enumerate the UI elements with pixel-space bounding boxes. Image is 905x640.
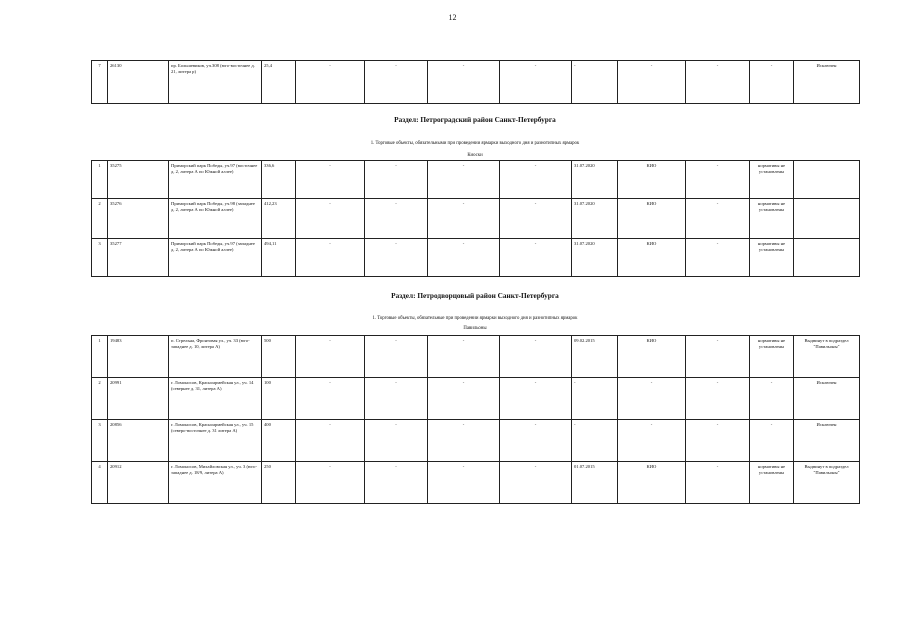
table-cell: нормативы не установлены bbox=[750, 161, 794, 199]
table-cell: пр. Большевиков, уч.308 (юго-восточнее д. 21, литера р) bbox=[169, 61, 262, 104]
table-row bbox=[92, 420, 860, 462]
table-cell: КИО bbox=[618, 239, 686, 277]
table-cell: 35275 bbox=[108, 161, 169, 199]
table-cell: 494,11 bbox=[262, 239, 296, 277]
table-cell: - bbox=[500, 161, 572, 199]
registry-table-petrodvortsovy bbox=[91, 335, 860, 504]
table-cell: - bbox=[296, 199, 365, 239]
table-row bbox=[92, 161, 860, 199]
table-cell: 25,4 bbox=[262, 61, 296, 104]
table-cell bbox=[794, 239, 860, 277]
section-subtitle-petrogradsky: 1. Торговые объекты, обязательными при проведении ярмарки выходного дня и разнотипных ярмарок bbox=[370, 141, 580, 146]
table-cell: - bbox=[296, 420, 365, 462]
table-cell: г. Ломоносов, Красноармейская ул., уч. 14 (севернее д. 31, литера А) bbox=[169, 378, 262, 420]
table-cell: - bbox=[686, 61, 750, 104]
table-cell: Исключен bbox=[794, 420, 860, 462]
table-cell: 20856 bbox=[108, 420, 169, 462]
table-cell: - bbox=[428, 199, 500, 239]
table-cell: нормативы не установлены bbox=[750, 199, 794, 239]
section-title-petrogradsky: Раздел: Петроградский район Санкт-Петербурга bbox=[394, 115, 556, 124]
table-cell: 3 bbox=[92, 420, 108, 462]
table-cell: 500 bbox=[262, 336, 296, 378]
table-cell: - bbox=[572, 378, 618, 420]
table-cell: - bbox=[686, 378, 750, 420]
table-cell: нормативы не установлены bbox=[750, 336, 794, 378]
table-cell: - bbox=[686, 462, 750, 504]
table-cell: 35276 bbox=[108, 199, 169, 239]
table-cell: - bbox=[365, 199, 428, 239]
table-cell bbox=[794, 161, 860, 199]
table-cell: - bbox=[296, 161, 365, 199]
table-cell: - bbox=[572, 420, 618, 462]
table-cell: Выдвинут в подраздел "Павильоны" bbox=[794, 462, 860, 504]
table-cell: 2 bbox=[92, 378, 108, 420]
table-cell: Исключен bbox=[794, 378, 860, 420]
table-cell: 20912 bbox=[108, 462, 169, 504]
table-cell: Исключен bbox=[794, 61, 860, 104]
table-cell: г. Ломоносов, Михайловская ул., уч. 3 (юго-западнее д. 18/9, литера А) bbox=[169, 462, 262, 504]
table-cell: 4 bbox=[92, 462, 108, 504]
table-cell: 3 bbox=[92, 239, 108, 277]
table-cell: - bbox=[500, 462, 572, 504]
table-cell: - bbox=[750, 420, 794, 462]
table-cell: - bbox=[686, 199, 750, 239]
table-cell: 1 bbox=[92, 336, 108, 378]
table-cell: - bbox=[428, 378, 500, 420]
table-cell: - bbox=[428, 161, 500, 199]
table-cell: - bbox=[750, 61, 794, 104]
table-cell: - bbox=[750, 378, 794, 420]
table-cell: - bbox=[428, 239, 500, 277]
table-cell: 31.07.2020 bbox=[572, 199, 618, 239]
table-cell: - bbox=[686, 161, 750, 199]
table-cell: 100 bbox=[262, 378, 296, 420]
table-cell: - bbox=[500, 420, 572, 462]
table-cell: - bbox=[365, 378, 428, 420]
table-cell: - bbox=[296, 462, 365, 504]
table-cell: 1 bbox=[92, 161, 108, 199]
table-cell: 412,23 bbox=[262, 199, 296, 239]
table-row bbox=[92, 199, 860, 239]
table-cell: - bbox=[365, 462, 428, 504]
table-cell: - bbox=[618, 378, 686, 420]
table-cell: 19483 bbox=[108, 336, 169, 378]
object-type-pavilions: Павильоны bbox=[463, 326, 487, 331]
table-cell: 20991 bbox=[108, 378, 169, 420]
table-cell: нормативы не установлены bbox=[750, 239, 794, 277]
table-cell: 7 bbox=[92, 61, 108, 104]
table-cell: 26130 bbox=[108, 61, 169, 104]
section-subtitle-petrodvortsovy: 1. Торговые объекты, обязательные при проведении ярмарки выходного дня и разнотипных ярмарок bbox=[372, 316, 578, 321]
table-cell bbox=[794, 199, 860, 239]
table-cell: КИО bbox=[618, 336, 686, 378]
table-cell: - bbox=[296, 61, 365, 104]
table-cell: - bbox=[365, 420, 428, 462]
table-cell: - bbox=[296, 239, 365, 277]
registry-table-petrogradsky bbox=[91, 160, 860, 277]
table-cell: Приморский парк Победы, уч.98 (западнее д. 2, литера А по Южной аллее) bbox=[169, 199, 262, 239]
table-cell: - bbox=[500, 199, 572, 239]
table-cell: Приморский парк Победы, уч.97 (западнее д. 2, литера А по Южной аллее) bbox=[169, 239, 262, 277]
table-cell: КИО bbox=[618, 199, 686, 239]
table-cell: 400 bbox=[262, 420, 296, 462]
table-cell: 250 bbox=[262, 462, 296, 504]
table-cell: 31.07.2020 bbox=[572, 161, 618, 199]
table-cell: - bbox=[428, 462, 500, 504]
table-row bbox=[92, 462, 860, 504]
table-row bbox=[92, 336, 860, 378]
table-cell: - bbox=[500, 336, 572, 378]
table-cell: Выдвинут в подраздел "Павильоны" bbox=[794, 336, 860, 378]
table-cell: - bbox=[500, 61, 572, 104]
table-cell: - bbox=[296, 378, 365, 420]
table-cell: г. Ломоносов, Красноармейская ул., уч. 15 (северо-восточнее д. 31 литера А) bbox=[169, 420, 262, 462]
table-cell: 336,6 bbox=[262, 161, 296, 199]
table-cell: - bbox=[686, 420, 750, 462]
table-cell: 01.07.2015 bbox=[572, 462, 618, 504]
table-cell: - bbox=[296, 336, 365, 378]
table-cell: - bbox=[428, 420, 500, 462]
table-cell: - bbox=[428, 336, 500, 378]
table-cell: КИО bbox=[618, 161, 686, 199]
registry-table-top bbox=[91, 60, 860, 104]
table-cell: Приморский парк Победы, уч.97 (восточнее д. 2, литера А по Южной аллее) bbox=[169, 161, 262, 199]
table-cell: - bbox=[428, 61, 500, 104]
table-cell: 35277 bbox=[108, 239, 169, 277]
table-row bbox=[92, 239, 860, 277]
table-cell: - bbox=[618, 61, 686, 104]
table-cell: 2 bbox=[92, 199, 108, 239]
table-cell: 31.07.2020 bbox=[572, 239, 618, 277]
table-cell: нормативы не установлены bbox=[750, 462, 794, 504]
table-row bbox=[92, 378, 860, 420]
table-cell: - bbox=[572, 61, 618, 104]
table-cell: - bbox=[500, 378, 572, 420]
table-cell: КИО bbox=[618, 462, 686, 504]
table-cell: - bbox=[618, 420, 686, 462]
section-title-petrodvortsovy: Раздел: Петродворцовый район Санкт-Петербурга bbox=[391, 291, 559, 300]
page-number: 12 bbox=[448, 13, 457, 22]
table-cell: - bbox=[365, 336, 428, 378]
table-row bbox=[92, 61, 860, 104]
table-cell: - bbox=[500, 239, 572, 277]
table-cell: - bbox=[686, 336, 750, 378]
table-cell: - bbox=[365, 61, 428, 104]
object-type-kiosks: Киоски bbox=[467, 153, 483, 158]
table-cell: - bbox=[686, 239, 750, 277]
table-cell: - bbox=[365, 161, 428, 199]
table-cell: - bbox=[365, 239, 428, 277]
table-cell: п. Стрельна, Фронтовая ул., уч. 33 (юго-западнее д. 10, литера А) bbox=[169, 336, 262, 378]
table-cell: 09.02.2015 bbox=[572, 336, 618, 378]
